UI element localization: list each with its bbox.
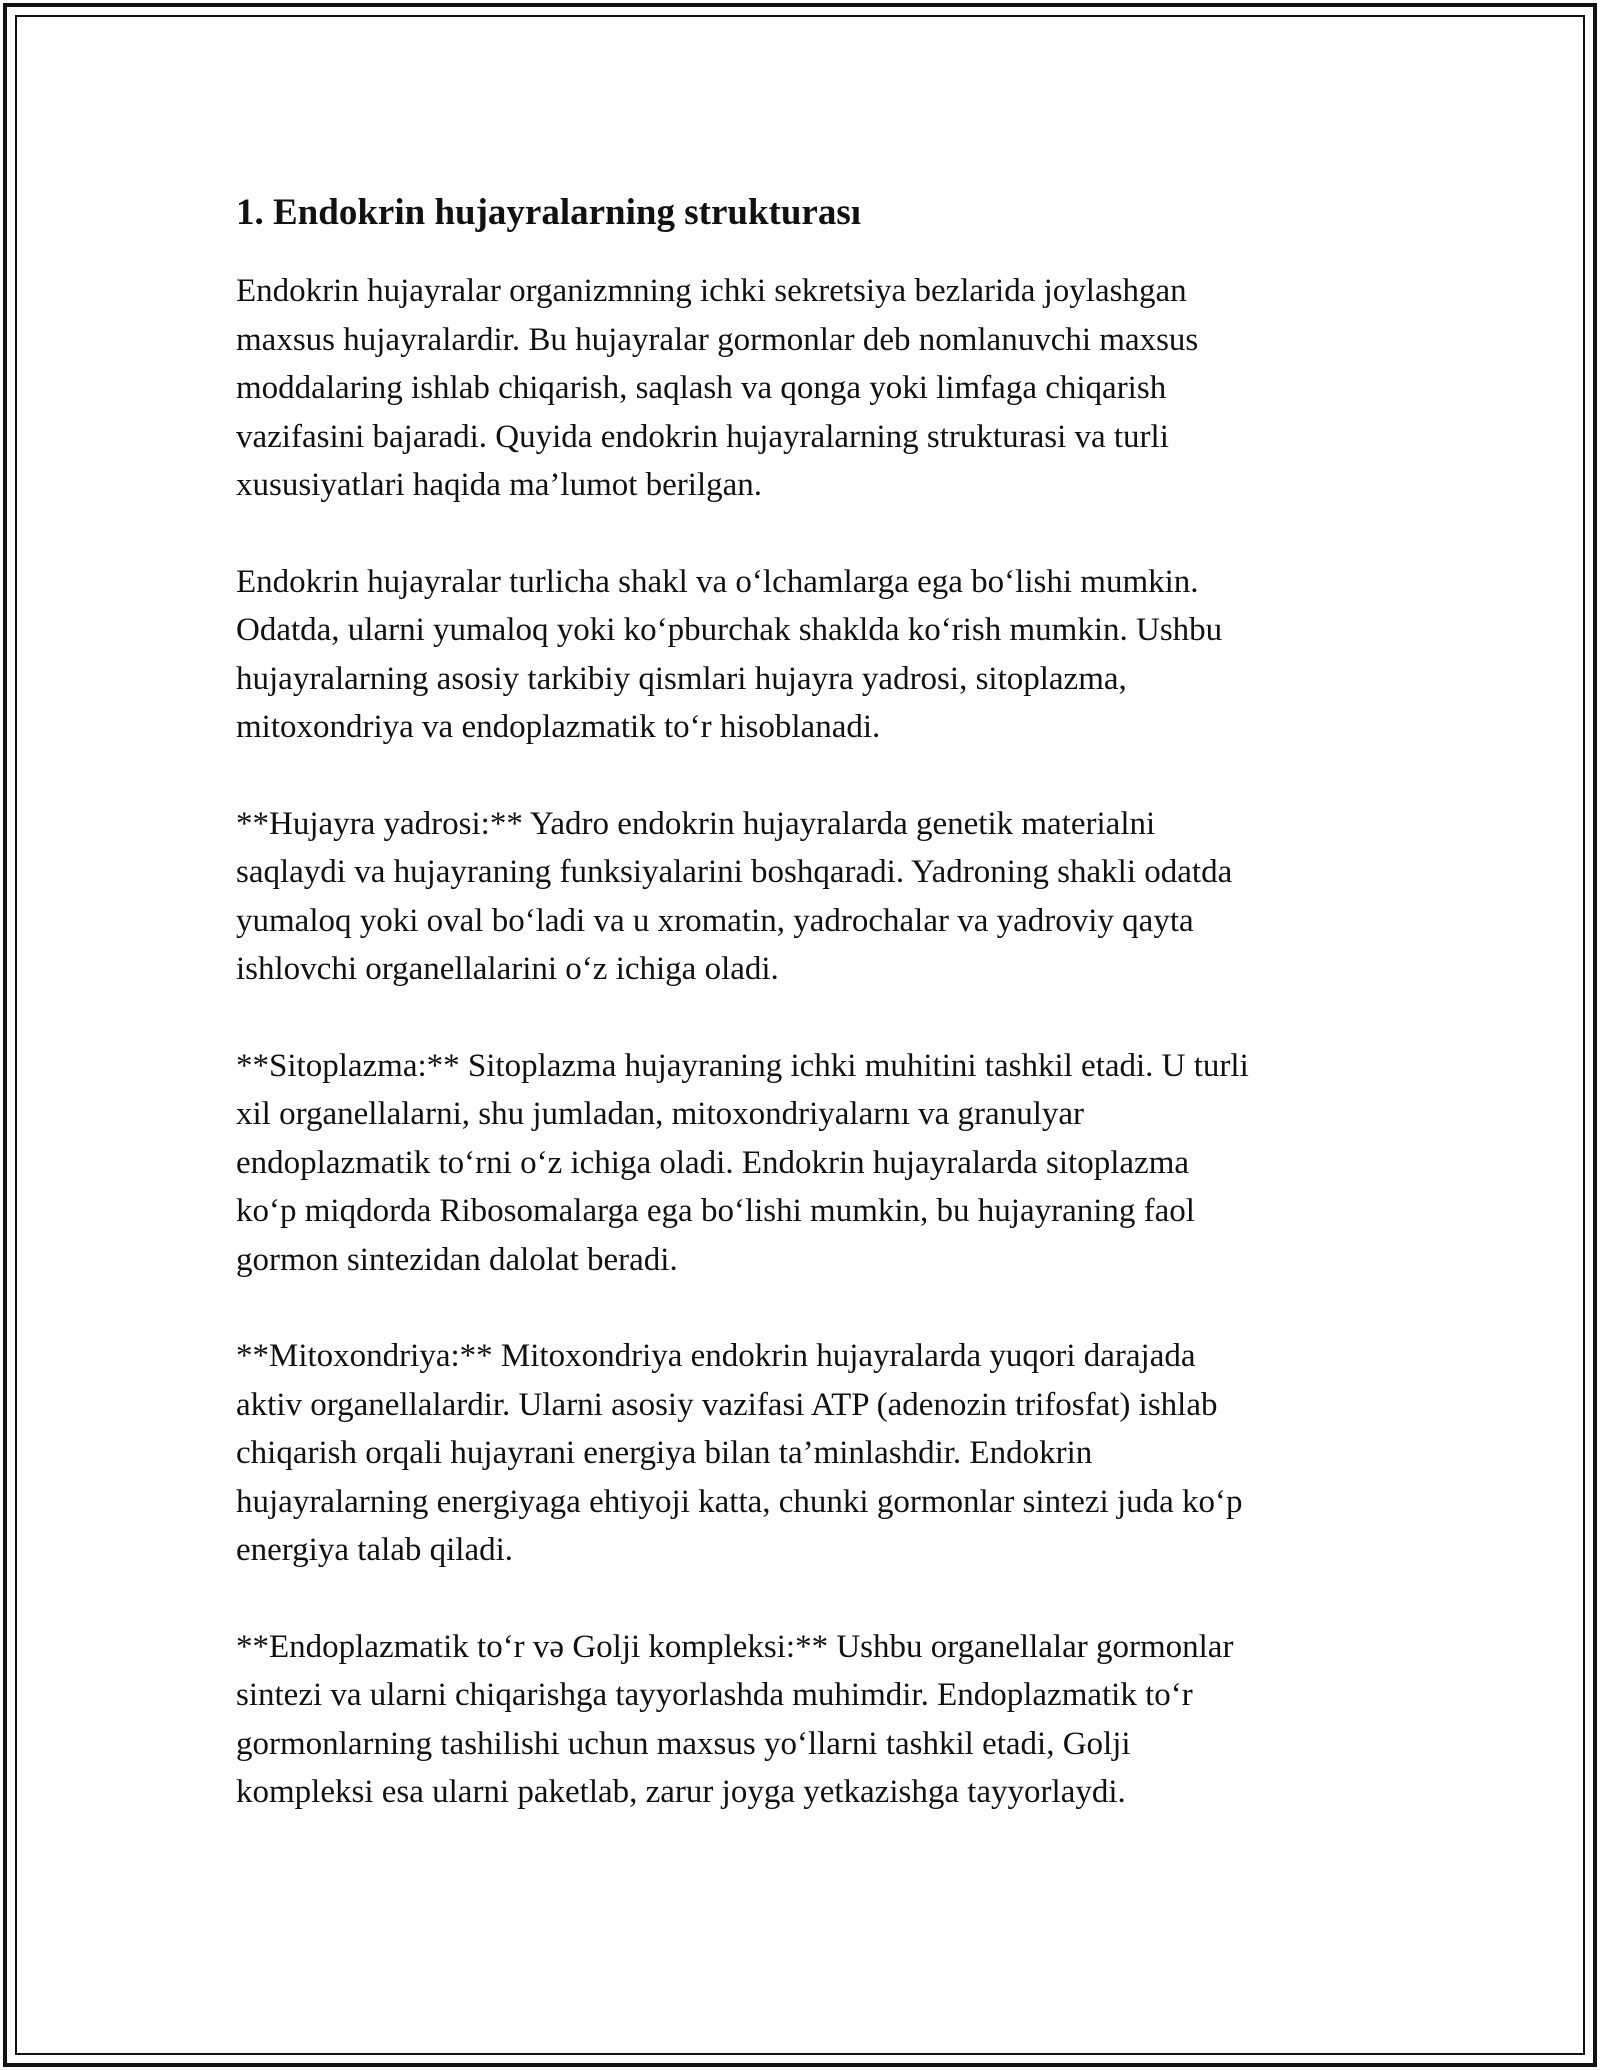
intro-paragraph: Endokrin hujayralar organizmning ichki sekretsiya bezlarida joylashgan maxsus hujayralardir. Bu hujayralar gormonlar deb nomlanuvchi maxsus moddalaring ishlab chiqarish, saqlash va qonga yoki limfaga chiqarish vazifasini bajaradi. Quyida endokrin hujayralarning strukturasi va turli xususiyatlari haqida ma’lumot berilgan.: [236, 273, 1199, 503]
nucleus-paragraph: **Hujayra yadrosi:** Yadro endokrin hujayralarda genetik materialni saqlaydi va hujayraning funksiyalarini boshqaradi. Yadroning shakli odatda yumaloq yoki oval boʻladi va u xromatin, yadrochalar va yadroviy qayta ishlovchi organellalarini oʻz ichiga oladi.: [236, 805, 1233, 987]
document-title: 1. Endokrin hujayralarning strukturası: [236, 192, 862, 233]
er-golgi-paragraph: **Endoplazmatik toʻr və Golji kompleksi:** Ushbu organellalar gormonlar sintezi va ularni chiqarishga tayyorlashda muhimdir. Endoplazmatik toʻr gormonlarning tashilishi uchun maxsus yoʻllarni tashkil etadi, Golji kompleksi esa ularni paketlab, zarur joyga yetkazishga tayyorlaydi.: [236, 1628, 1234, 1810]
cytoplasm-paragraph: **Sitoplazma:** Sitoplazma hujayraning ichki muhitini tashkil etadi. U turli xil organellalarni, shu jumladan, mitoxondriyalarnı va granulyar endoplazmatik toʻrni oʻz ichiga oladi. Endokrin hujayralarda sitoplazma koʻp miqdorda Ribosomalarga ega boʻlishi mumkin, bu hujayraning faol gormon sintezidan dalolat beradi.: [236, 1047, 1249, 1278]
cell-shape-paragraph: Endokrin hujayralar turlicha shakl va oʻlchamlarga ega boʻlishi mumkin. Odatda, ularni yumaloq yoki koʻpburchak shaklda koʻrish mumkin. Ushbu hujayralarning asosiy tarkibiy qismlari hujayra yadrosi, sitoplazma, mitoxondriya va endoplazmatik toʻr hisoblanadi.: [236, 563, 1223, 745]
mitochondria-paragraph: **Mitoxondriya:** Mitoxondriya endokrin hujayralarda yuqori darajada aktiv organellalardir. Ularni asosiy vazifasi ATP (adenozin trifosfat) ishlab chiqarish orqali hujayrani energiya bilan ta’minlashdir. Endokrin hujayralarning energiyaga ehtiyoji katta, chunki gormonlar sintezi juda koʻp energiya talab qiladi.: [236, 1338, 1243, 1568]
document-body: [236, 185, 1376, 1865]
